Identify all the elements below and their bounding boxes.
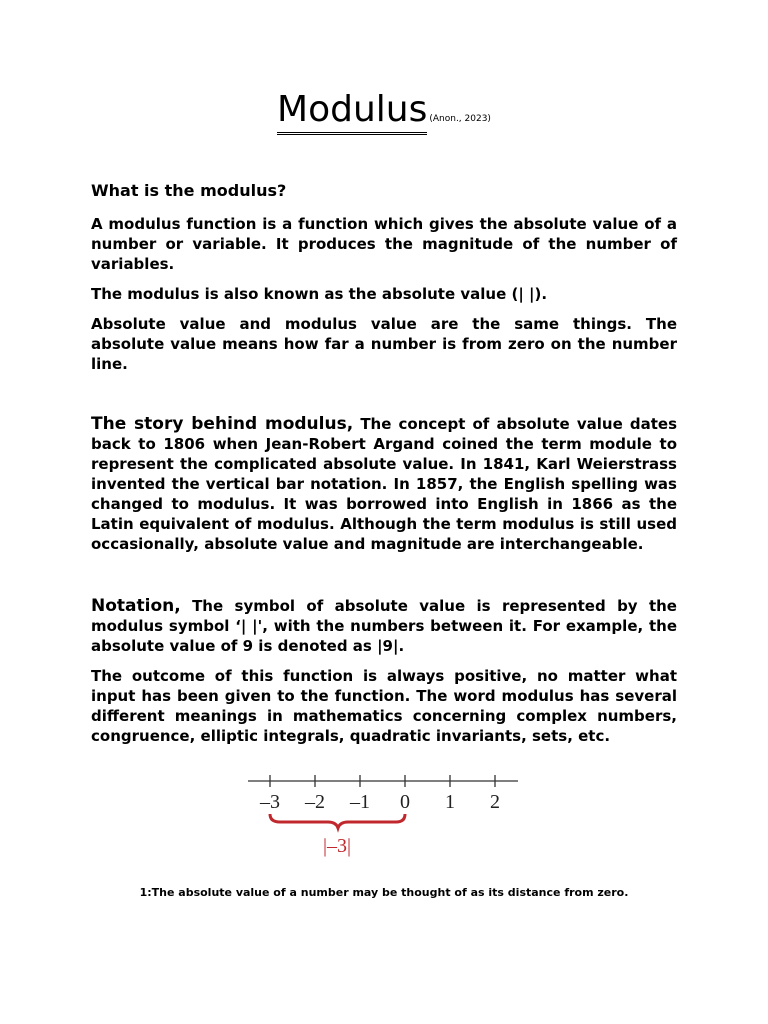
number-line-svg [240, 770, 530, 865]
outcome-paragraph: The outcome of this function is always positive, no matter what input has been given to the function. The word modulus has several different meanings in mathematics concerning complex numbers, congruence, elliptic integrals, quadratic invariants, sets, etc. [91, 667, 677, 745]
notation-paragraph [91, 596, 677, 656]
figure-caption: 1:The absolute value of a number may be thought of as its distance from zero. [139, 886, 629, 899]
number-line-tick-label: –3 [260, 791, 280, 813]
title-citation: (Anon., 2023) [429, 114, 491, 124]
number-line-tick-label: 2 [490, 791, 500, 813]
brace-label: |–3| [322, 835, 352, 857]
what-heading: What is the modulus? [91, 181, 287, 200]
what-paragraph-3: Absolute value and modulus value are the same things. The absolute value means how far a number is from zero on the number line. [91, 315, 677, 373]
story-text: The concept of absolute value dates back to 1806 when Jean-Robert Argand coined the term module to represent the complicated absolute value. In 1841, Karl Weierstrass invented the vertical bar notation. In 1857, the English spelling was changed to modulus. It was borrowed into English in 1866 as the Latin equivalent of modulus. Although the term modulus is still used occasionally, absolute value and magnitude are interchangeable. [91, 415, 677, 553]
what-paragraph-1: A modulus function is a function which gives the absolute value of a number or variable. It produces the magnitude of the number of variables. [91, 215, 677, 273]
number-line-tick-label: 1 [445, 791, 455, 813]
story-paragraph [91, 414, 677, 554]
number-line-figure [240, 770, 530, 865]
page-title: Modulus [277, 90, 427, 135]
number-line-tick-label: –1 [350, 791, 370, 813]
number-line-tick-label: 0 [400, 791, 410, 813]
title-block [0, 90, 768, 135]
distance-brace [270, 814, 405, 828]
document-body [91, 180, 677, 756]
number-line-tick-label: –2 [305, 791, 325, 813]
notation-text: The symbol of absolute value is represented by the modulus symbol ‘| |', with the numbers between it. For example, the absolute value of 9 is denoted as |9|. [91, 597, 677, 655]
what-paragraph-2: The modulus is also known as the absolute value (| |). [91, 285, 548, 303]
notation-heading: Notation, [91, 596, 181, 616]
story-heading: The story behind modulus, [91, 414, 354, 434]
